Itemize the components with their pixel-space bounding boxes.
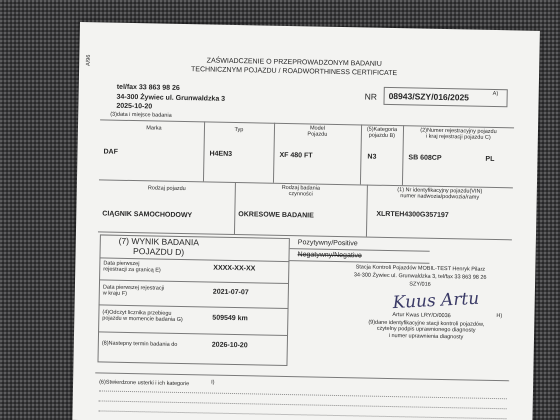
exam-kind-label: Rodzaj badania czynności <box>281 184 321 198</box>
date-place-label: (3)data i miejsce badania <box>110 111 172 119</box>
exam-kind: OKRESOWE BADANIE <box>238 211 314 220</box>
stamp-line2: 34-300 Żywiec ul. Grunwaldzka 3, tel/fax 33 863 98 26 <box>353 272 487 281</box>
vin-label: (1) Nr identyfikacyjny pojazdu(VIN) numer nadwozia/podwozia/ramy <box>397 187 483 202</box>
vehicle-model: XF 480 FT <box>279 151 313 160</box>
side-mark: A/96 <box>85 54 92 67</box>
make-label: Marka <box>146 125 162 132</box>
reg-number: SB 608CP <box>408 154 442 162</box>
vehicle-type: H4EN3 <box>209 150 233 158</box>
result-heading: (7) WYNIK BADANIA POJAZDU D) <box>118 235 200 257</box>
reg-label: (2)Numer rejestracyjny pojazdu i kraj rejestracji pojazdu C) <box>420 127 497 142</box>
defects-line <box>99 410 507 419</box>
vehicle-kind: CIĄGNIK SAMOCHODOWY <box>102 210 193 220</box>
exam-date: 2025-10-20 <box>116 102 153 111</box>
result-negative: Negatywny/Negative <box>297 251 362 260</box>
station-address: 34-300 Żywiec ul. Grunwaldzka 3 <box>116 93 226 103</box>
vehicle-category: N3 <box>367 153 377 161</box>
station-note: (9)dane identyfikacyjne stacji kontroli pojazdów, czytelny podpis uprawnionego diagnosty i numer uprawnienia diagnosty <box>368 319 485 341</box>
vehicle-make: DAF <box>103 148 118 156</box>
inspector-signature: Kuus Artu <box>392 288 480 314</box>
next-exam-date: 2026-10-20 <box>211 341 248 350</box>
first-reg-abroad: XXXX-XX-XX <box>213 264 256 273</box>
station-phone: tel/fax 33 863 98 26 <box>116 83 180 92</box>
stamp-line3: SZY/016 <box>409 281 431 288</box>
odometer-reading: 509549 km <box>212 314 248 323</box>
first-reg-country-label: Data pierwszej rejestracji w kraju F) <box>102 284 165 298</box>
defects-sup: I) <box>211 379 215 386</box>
certificate-paper <box>72 22 540 420</box>
defects-line <box>99 390 507 399</box>
result-positive: Pozytywny/Positive <box>297 239 358 248</box>
model-label: Model Pojazdu <box>307 125 328 139</box>
next-exam-label: (8)Nastepny termin badania do <box>101 340 178 348</box>
type-label: Typ <box>234 126 244 134</box>
certificate-number: 08943/SZY/016/2025 <box>388 90 470 103</box>
inspector-id: Artur Kwas LRY/D/0036 <box>392 312 451 320</box>
doc-title-line2: TECHNICZNYM POJAZDU / ROADWORTHINESS CERTIFICATE <box>190 66 398 78</box>
kind-label: Rodzaj pojazdu <box>147 185 186 193</box>
nr-sup: A) <box>492 90 499 98</box>
stamp-line1: Stacja Kontroli Pojazdów MOBIL-TEST Henryk Pilarz <box>355 264 486 273</box>
defects-label: (6)Stwierdzone usterki i ich kategorie <box>99 379 190 388</box>
nr-label: NR <box>364 91 377 102</box>
vin-number: XLRTEH4300G357197 <box>376 210 449 220</box>
reg-country: PL <box>485 155 495 163</box>
doc-title-line1: ZAŚWIADCZENIE O PRZEPROWADZONYM BADANIU <box>206 57 382 68</box>
category-label: (5)Kategoria pojazdu B) <box>366 126 398 140</box>
defects-line <box>99 400 507 409</box>
first-reg-abroad-label: Data pierwszej rejestracji za granicą E) <box>103 260 161 274</box>
negative-underline <box>289 260 429 264</box>
note-sup: H) <box>496 313 503 320</box>
odometer-label: (4)Odczyt licznika przebiegu pojazdu w momencie badania G) <box>102 309 183 324</box>
first-reg-country: 2021-07-07 <box>212 288 249 297</box>
